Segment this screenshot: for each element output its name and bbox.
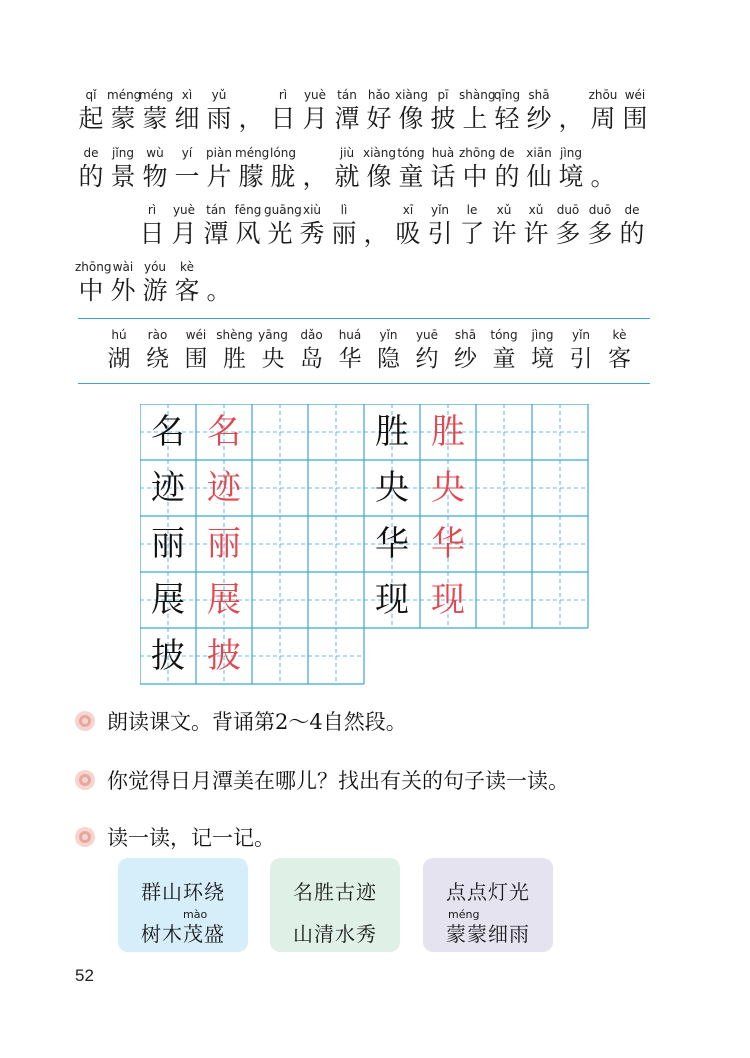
- phrase: [423, 908, 553, 947]
- trace-char: 胜: [431, 412, 465, 452]
- phrase-card: [270, 858, 400, 952]
- vocab-band: [78, 318, 650, 384]
- phrase: [270, 908, 400, 947]
- pinyin: yí: [181, 146, 193, 160]
- hanzi: 纱: [454, 346, 477, 372]
- pinyin: [203, 260, 235, 274]
- pinyin: [299, 146, 331, 160]
- hanzi: 景: [110, 162, 136, 191]
- passage-word: [203, 146, 235, 194]
- passage-word: [491, 146, 523, 194]
- hanzi: 纱: [526, 104, 552, 133]
- passage-word: [168, 203, 200, 251]
- pinyin: yóu: [143, 260, 167, 274]
- phrase-pinyin: méng: [448, 908, 480, 921]
- hanzi: 引: [569, 346, 593, 372]
- hanzi: 吸: [395, 219, 421, 248]
- passage-word: [555, 88, 587, 136]
- vocab-word: [524, 328, 562, 376]
- phrase: [270, 866, 400, 905]
- hanzi: 上: [462, 104, 488, 133]
- hanzi: 绕: [146, 346, 169, 372]
- hanzi: 披: [430, 104, 456, 133]
- pinyin: [587, 146, 619, 160]
- hanzi: 蒙: [110, 104, 136, 133]
- pinyin: wéi: [185, 328, 207, 342]
- exercise-2: [75, 765, 569, 795]
- passage-word: [267, 88, 299, 136]
- trace-char: 现: [431, 580, 465, 620]
- pinyin: tóng: [397, 146, 425, 160]
- hanzi: 细: [174, 104, 200, 133]
- vocab-word: [139, 328, 177, 376]
- passage-word: [331, 146, 363, 194]
- hanzi: 岛: [300, 346, 323, 372]
- pinyin: jiù: [339, 146, 355, 160]
- hanzi: 蒙: [142, 104, 168, 133]
- passage-word: [171, 146, 203, 194]
- pinyin: rì: [278, 88, 288, 102]
- phrase-text: 蒙蒙细雨: [446, 922, 530, 946]
- flower-bullet-icon: [75, 711, 95, 731]
- pinyin: méng: [235, 146, 270, 160]
- model-char: 披: [151, 636, 185, 676]
- hanzi: 好: [366, 104, 392, 133]
- passage-line: [0, 146, 750, 202]
- pinyin: [360, 203, 392, 217]
- model-char: 展: [151, 580, 185, 620]
- pinyin: fēng: [234, 203, 262, 217]
- hanzi: 中: [78, 276, 104, 305]
- passage-word: [456, 203, 488, 251]
- hanzi: 童: [492, 346, 516, 372]
- hanzi: 就: [334, 162, 360, 191]
- hanzi: 秀: [299, 219, 325, 248]
- phrase-pinyin: mào: [183, 908, 208, 921]
- passage-word: [363, 88, 395, 136]
- pinyin: qīng: [493, 88, 521, 102]
- passage-word: [200, 203, 232, 251]
- pinyin: pī: [437, 88, 449, 102]
- exercise-text: 你觉得日月潭美在哪儿？找出有关的句子读一读。: [107, 769, 569, 793]
- hanzi: 周: [590, 104, 616, 133]
- pinyin: xǔ: [496, 203, 512, 217]
- passage-word: [203, 260, 235, 308]
- phrase-pinyin: [270, 908, 400, 921]
- passage-word: [296, 203, 328, 251]
- passage-word: [523, 146, 555, 194]
- trace-char: 披: [207, 636, 241, 676]
- hanzi: 引: [427, 219, 453, 248]
- hanzi: 光: [267, 219, 293, 248]
- model-char: 胜: [375, 412, 409, 452]
- passage-word: [424, 203, 456, 251]
- pinyin: qǐ: [85, 88, 97, 102]
- passage-word: [139, 88, 174, 136]
- hanzi: 客: [174, 276, 200, 305]
- hanzi: 境: [558, 162, 584, 191]
- phrase: [423, 866, 553, 905]
- passage-word: [139, 146, 171, 194]
- passage-word: [75, 88, 107, 136]
- hanzi: 潭: [203, 219, 229, 248]
- passage-word: [491, 88, 523, 136]
- pinyin: xiàng: [363, 146, 397, 160]
- hanzi: 丽: [331, 219, 357, 248]
- hanzi: 像: [366, 162, 392, 191]
- hanzi: 的: [78, 162, 104, 191]
- hanzi: 隐: [377, 346, 400, 372]
- hanzi: 围: [184, 346, 208, 372]
- passage-word: [587, 88, 619, 136]
- flower-bullet-icon: [75, 770, 95, 790]
- passage-word: [235, 88, 267, 136]
- phrase-pinyin: [270, 866, 400, 879]
- passage-word: [171, 260, 203, 308]
- pinyin: jìng: [531, 328, 554, 342]
- hanzi: 。: [590, 162, 616, 191]
- pinyin: [555, 88, 587, 102]
- page-number: 52: [75, 966, 94, 985]
- vocab-word: [293, 328, 331, 376]
- passage-word: [552, 203, 584, 251]
- passage-word: [395, 146, 427, 194]
- hanzi: 客: [608, 346, 631, 372]
- hanzi: 中: [462, 162, 488, 191]
- exercise-1: [75, 706, 407, 736]
- hanzi: ，: [558, 104, 584, 133]
- vocab-word: [485, 328, 523, 376]
- hanzi: 仙: [526, 162, 552, 191]
- pinyin: huà: [431, 146, 455, 160]
- passage-word: [587, 146, 619, 194]
- passage-word: [331, 88, 363, 136]
- vocab-word: [331, 328, 369, 376]
- pinyin: xī: [402, 203, 414, 217]
- trace-char: 名: [207, 412, 241, 452]
- pinyin: shèng: [216, 328, 253, 342]
- passage-word: [459, 146, 496, 194]
- hanzi: 湖: [107, 346, 131, 372]
- exercise-3: [75, 822, 275, 852]
- phrase-pinyin: [118, 866, 248, 879]
- hanzi: 了: [459, 219, 485, 248]
- passage-word: [171, 88, 203, 136]
- passage-line: [0, 260, 750, 316]
- pinyin: zhōng: [459, 146, 496, 160]
- hanzi: 围: [622, 104, 648, 133]
- pinyin: shā: [528, 88, 550, 102]
- trace-char: 丽: [207, 524, 241, 564]
- passage-word: [523, 88, 555, 136]
- pinyin: hú: [111, 328, 127, 342]
- model-char: 丽: [151, 524, 185, 564]
- pinyin: wéi: [624, 88, 646, 102]
- pinyin: le: [466, 203, 478, 217]
- pinyin: xiù: [302, 203, 322, 217]
- hanzi: 的: [619, 219, 645, 248]
- trace-char: 展: [207, 580, 241, 620]
- pinyin: lóng: [270, 146, 296, 160]
- hanzi: 华: [338, 346, 362, 372]
- phrase: [118, 908, 248, 947]
- vocab-word: [370, 328, 408, 376]
- passage-word: [520, 203, 552, 251]
- passage-word: [107, 260, 139, 308]
- passage-word: [363, 146, 395, 194]
- passage-word: [328, 203, 360, 251]
- phrase-text: 群山环绕: [141, 880, 225, 904]
- pinyin: rào: [147, 328, 168, 342]
- passage-word: [360, 203, 392, 251]
- passage-word: [232, 203, 264, 251]
- phrase-card: [423, 858, 553, 952]
- passage-word: [555, 146, 587, 194]
- pinyin: jìng: [560, 146, 582, 160]
- hanzi: 多: [555, 219, 581, 248]
- pinyin: méng: [139, 88, 174, 102]
- hanzi: 外: [110, 276, 136, 305]
- passage-word: [107, 146, 139, 194]
- passage-word: [299, 88, 331, 136]
- pinyin: xiàng: [395, 88, 429, 102]
- pinyin: duō: [588, 203, 612, 217]
- model-char: 华: [375, 524, 409, 564]
- pinyin: piàn: [206, 146, 232, 160]
- hanzi: 话: [430, 162, 456, 191]
- pinyin: lì: [340, 203, 348, 217]
- passage-line: [0, 203, 750, 259]
- phrase-text: 山清水秀: [293, 922, 377, 946]
- pinyin: yǐn: [379, 328, 398, 342]
- hanzi: 境: [531, 346, 554, 372]
- pinyin: yuē: [415, 328, 439, 342]
- vocab-word: [601, 328, 639, 376]
- pinyin: yāng: [258, 328, 288, 342]
- pinyin: de: [624, 203, 640, 217]
- vocab-word: [447, 328, 485, 376]
- pinyin: dǎo: [300, 328, 323, 342]
- hanzi: 潭: [334, 104, 360, 133]
- passage-word: [488, 203, 520, 251]
- pinyin: yuè: [303, 88, 327, 102]
- hanzi: 一: [174, 162, 200, 191]
- hanzi: 日: [139, 219, 165, 248]
- hanzi: 片: [206, 162, 232, 191]
- hanzi: 像: [398, 104, 424, 133]
- pinyin: shā: [454, 328, 477, 342]
- model-char: 现: [375, 580, 409, 620]
- pinyin: xǔ: [528, 203, 544, 217]
- pinyin: huá: [338, 328, 362, 342]
- hanzi: 游: [142, 276, 168, 305]
- hanzi: 胜: [223, 346, 246, 372]
- phrase-text: 点点灯光: [446, 880, 530, 904]
- pinyin: yǔ: [211, 88, 227, 102]
- hanzi: 约: [415, 346, 439, 372]
- hanzi: ，: [238, 104, 264, 133]
- model-char: 央: [375, 468, 409, 508]
- passage-word: [139, 260, 171, 308]
- passage-word: [75, 146, 107, 194]
- trace-char: 央: [431, 468, 465, 508]
- passage-word: [107, 88, 142, 136]
- pinyin: wài: [112, 260, 134, 274]
- hanzi: 央: [261, 346, 285, 372]
- vocab-word: [408, 328, 446, 376]
- hanzi: 。: [206, 276, 232, 305]
- phrase-text: 树木茂盛: [141, 922, 225, 946]
- vocab-word: [100, 328, 138, 376]
- passage-word: [616, 203, 648, 251]
- vocab-word: [254, 328, 292, 376]
- model-char: 名: [151, 412, 185, 452]
- vocab-word: [216, 328, 254, 376]
- pinyin: de: [83, 146, 99, 160]
- hanzi: 雨: [206, 104, 232, 133]
- vocab-word: [177, 328, 215, 376]
- model-char: 迹: [151, 468, 185, 508]
- pinyin: kè: [612, 328, 627, 342]
- passage-word: [619, 88, 651, 136]
- pinyin: zhōu: [588, 88, 618, 102]
- pinyin: guāng: [264, 203, 302, 217]
- passage-word: [299, 146, 331, 194]
- hanzi: 多: [587, 219, 613, 248]
- hanzi: 轻: [494, 104, 520, 133]
- hanzi: 许: [491, 219, 517, 248]
- hanzi: 童: [398, 162, 424, 191]
- phrase-text: 名胜古迹: [293, 880, 377, 904]
- hanzi: 风: [235, 219, 261, 248]
- hanzi: 的: [494, 162, 520, 191]
- phrase-pinyin: [423, 866, 553, 879]
- passage-word: [136, 203, 168, 251]
- passage-word: [264, 203, 302, 251]
- exercise-text: 读一读，记一记。: [107, 826, 275, 850]
- hanzi: ，: [302, 162, 328, 191]
- passage-word: [75, 260, 112, 308]
- pinyin: xiān: [526, 146, 552, 160]
- pinyin: rì: [147, 203, 157, 217]
- hanzi: 物: [142, 162, 168, 191]
- pinyin: duō: [556, 203, 580, 217]
- flower-bullet-icon: [75, 827, 95, 847]
- pinyin: jǐng: [112, 146, 134, 160]
- pinyin: yuè: [172, 203, 196, 217]
- pinyin: yǐn: [571, 328, 591, 342]
- hanzi: 月: [302, 104, 328, 133]
- trace-char: 华: [431, 524, 465, 564]
- trace-char: 迹: [207, 468, 241, 508]
- pinyin: xì: [181, 88, 193, 102]
- vocab-word: [562, 328, 600, 376]
- passage-word: [427, 146, 459, 194]
- phrase: [118, 866, 248, 905]
- passage-word: [267, 146, 299, 194]
- hanzi: 胧: [270, 162, 296, 191]
- hanzi: 月: [171, 219, 197, 248]
- pinyin: de: [499, 146, 515, 160]
- passage-line: [0, 88, 750, 144]
- pinyin: yǐn: [430, 203, 450, 217]
- pinyin: tán: [337, 88, 357, 102]
- passage-word: [392, 203, 424, 251]
- phrase-card: [118, 858, 248, 952]
- passage-word: [427, 88, 459, 136]
- pinyin: tóng: [490, 328, 518, 342]
- pinyin: hǎo: [367, 88, 391, 102]
- pinyin: wù: [146, 146, 164, 160]
- pinyin: zhōng: [75, 260, 112, 274]
- hanzi: 朦: [238, 162, 264, 191]
- pinyin: méng: [107, 88, 142, 102]
- passage-word: [235, 146, 270, 194]
- hanzi: 起: [78, 104, 104, 133]
- hanzi: 日: [270, 104, 296, 133]
- pinyin: [235, 88, 267, 102]
- pinyin: tán: [206, 203, 226, 217]
- hanzi: 许: [523, 219, 549, 248]
- pinyin: shàng: [459, 88, 496, 102]
- exercise-text: 朗读课文。背诵第2～4自然段。: [107, 710, 407, 734]
- passage-word: [584, 203, 616, 251]
- passage-word: [395, 88, 427, 136]
- passage-word: [459, 88, 496, 136]
- passage-word: [203, 88, 235, 136]
- pinyin: kè: [180, 260, 194, 274]
- hanzi: ，: [363, 219, 389, 248]
